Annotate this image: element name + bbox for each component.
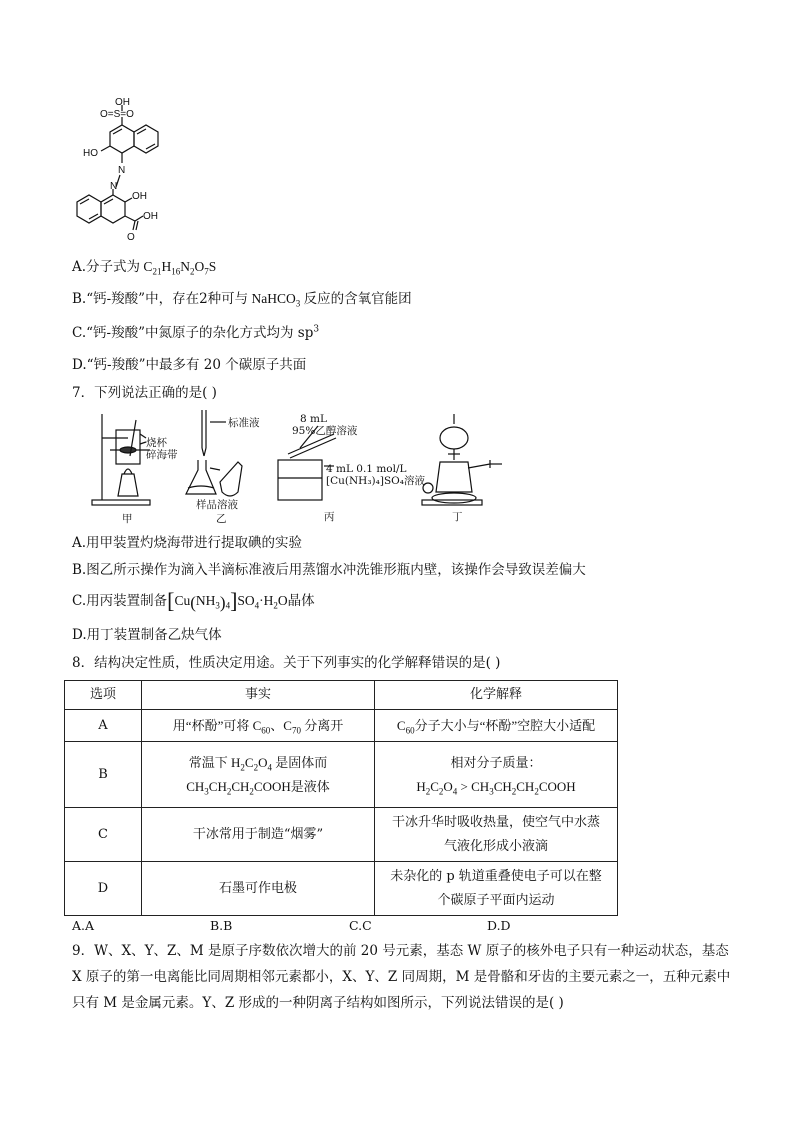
- q6-option-c: C.“钙-羧酸”中氮原子的杂化方式均为 $sp^3$: [72, 324, 320, 341]
- q8-answer-c: C.C: [349, 918, 372, 933]
- row-b-explanation: 相对分子质量： $H_2C_2O_4$ > $CH_3CH_2CH_2COOH$: [375, 742, 618, 808]
- label-bing: 丙: [324, 511, 335, 523]
- label-kelp: 碎海带: [146, 449, 178, 461]
- table-row: B 常温下 $H_2C_2O_4$ 是固体而 $CH_3CH_2CH_2COOH$是液体 相对分子质量： $H_2C_2O_4$ > $CH_3CH_2CH_2COOH$: [65, 742, 618, 808]
- q7-option-a: A.用甲装置灼烧海带进行提取碘的实验: [72, 535, 303, 551]
- q7-option-b: B.图乙所示操作为滴入半滴标准液后用蒸馏水冲洗锥形瓶内壁，该操作会导致误差偏大: [72, 562, 586, 578]
- label-standard-solution: 标准液: [228, 417, 260, 429]
- q6-option-d: D.“钙-羧酸”中最多有 20 个碳原子共面: [72, 357, 307, 373]
- carbonyl-o-label: O: [127, 232, 135, 243]
- row-a-explanation: $C_{60}$分子大小与“杯酚”空腔大小适配: [375, 710, 618, 742]
- q9-stem: 9．W、X、Y、Z、M 是原子序数依次增大的前 20 号元素，基态 W 原子的核外电子只有一种运动状态，基态 X 原子的第一电离能比同周期相邻元素都小，X、Y、Z 同周期，M 是骨骼和牙齿的主要元素之一，五种元素中只有 M 是金属元素。Y、Z 形成的一种阴离子结构如图所示，下列说法错误的是( ): [72, 943, 731, 1011]
- q7-stem: 7．下列说法正确的是( ): [72, 385, 217, 401]
- label-sample-solution: 样品溶液: [196, 499, 238, 511]
- header-explanation: 化学解释: [375, 681, 618, 710]
- label-ding: 丁: [452, 511, 463, 523]
- ho-left-label: HO: [83, 148, 98, 159]
- label-yi: 乙: [216, 513, 227, 525]
- q8-answer-b: B.B: [210, 918, 233, 933]
- q7-option-d: D.用丁装置制备乙炔气体: [72, 627, 222, 643]
- cooh-oh-label: OH: [143, 211, 158, 222]
- azo-n2-label: N: [110, 181, 118, 192]
- q8-table: [64, 680, 618, 916]
- q8-answer-a: A.A: [72, 918, 95, 933]
- label-cu-solution: [Cu(NH₃)₄]SO₄溶液: [326, 475, 425, 487]
- table-row: A 用“杯酚”可将 $C_{60}$、$C_{70}$ 分离开 $C_{60}$分子大小与“杯酚”空腔大小适配: [65, 710, 618, 742]
- q6-option-a: A.分子式为 $C_{21}H_{16}N_2O_7S$: [72, 259, 217, 277]
- row-a-fact: 用“杯酚”可将 $C_{60}$、$C_{70}$ 分离开: [142, 710, 375, 742]
- q8-stem: 8．结构决定性质，性质决定用途。关于下列事实的化学解释错误的是( ): [72, 655, 501, 671]
- table-row: D 石墨可作电极 未杂化的 p 轨道重叠使电子可以在整 个碳原子平面内运动: [65, 862, 618, 916]
- label-beaker: 烧杯: [146, 437, 167, 449]
- header-option: 选项: [65, 681, 142, 710]
- label-ethanol-volume: 8 mL: [300, 413, 327, 425]
- header-fact: 事实: [142, 681, 375, 710]
- q8-answer-d: D.D: [487, 918, 511, 933]
- label-ethanol: 95%乙醇溶液: [292, 425, 358, 437]
- row-b-fact: 常温下 $H_2C_2O_4$ 是固体而 $CH_3CH_2CH_2COOH$是液体: [142, 742, 375, 808]
- q7-apparatus-figure: [88, 408, 518, 526]
- table-row: C 干冰常用于制造“烟雾” 干冰升华时吸收热量，使空气中水蒸 气液化形成小液滴: [65, 808, 618, 862]
- q7-option-c: C.用丙装置制备$[Cu(NH_3)_4]SO_4\cdot H_2O$晶体: [72, 588, 315, 613]
- label-cu-volume: 4 mL 0.1 mol/L: [326, 463, 407, 475]
- label-jia: 甲: [122, 513, 133, 525]
- oh-top-label: OH: [115, 97, 130, 108]
- q6-option-b: B.“钙-羧酸”中，存在2种可与 NaHCO$_3$ 反应的含氧官能团: [72, 291, 412, 309]
- calcon-carboxylic-acid-structure: [70, 95, 170, 245]
- azo-n1-label: N: [118, 165, 126, 176]
- sulfonyl-label: O=S=O: [100, 109, 134, 120]
- oh-right-label: OH: [132, 191, 147, 202]
